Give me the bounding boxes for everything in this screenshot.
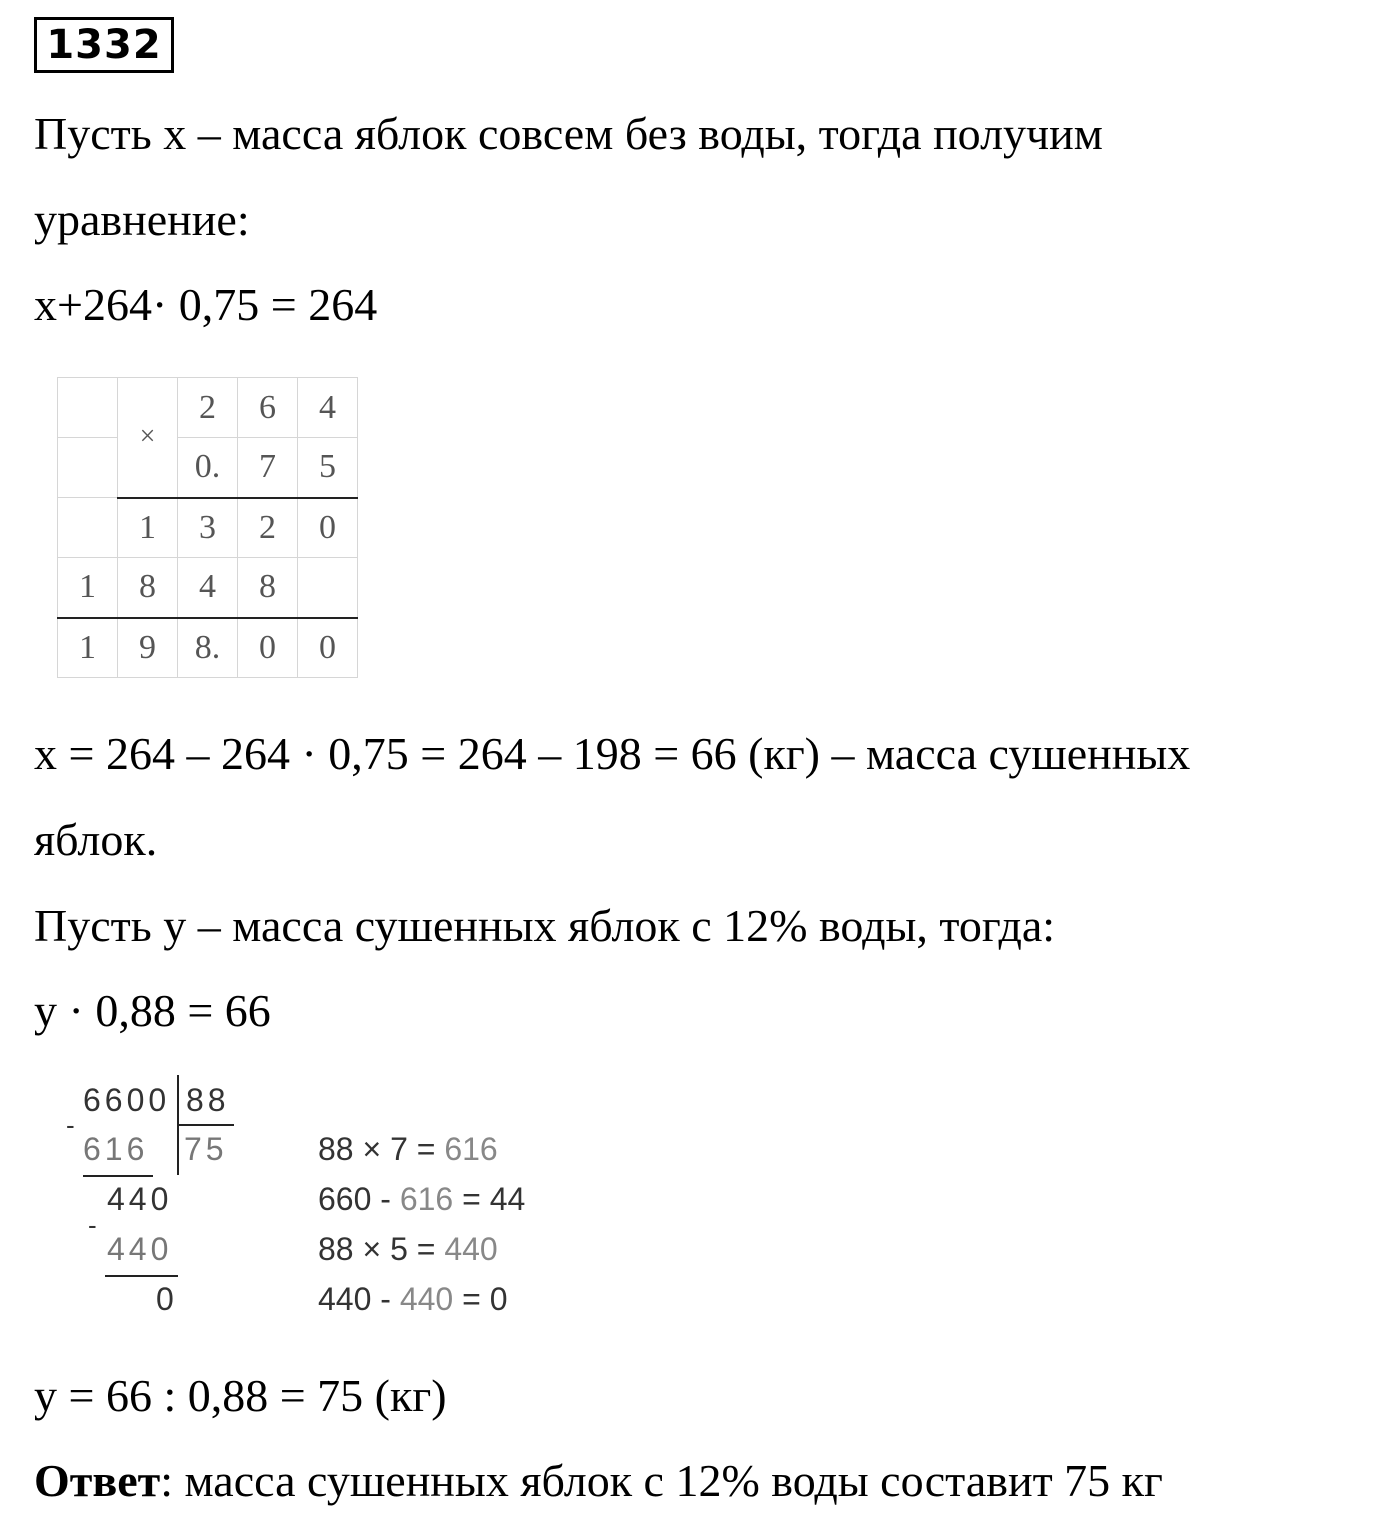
grid-cell: 0. [178, 438, 238, 498]
grid-cell: 8. [178, 618, 238, 678]
division-step: 660 - 616 = 44 [318, 1181, 526, 1217]
remainder-2: 0 [156, 1281, 178, 1317]
grid-cell: 1 [58, 618, 118, 678]
grid-cell: 3 [178, 498, 238, 558]
grid-cell: 0 [238, 618, 298, 678]
multiplication-grid [57, 377, 358, 678]
quotient: 75 [184, 1131, 228, 1167]
minus-sign: - [88, 1210, 101, 1240]
grid-cell: 0 [298, 618, 358, 678]
grid-cell: 4 [298, 378, 358, 438]
grid-cell: 7 [238, 438, 298, 498]
grid-cell: 2 [178, 378, 238, 438]
grid-cell: 6 [238, 378, 298, 438]
division-step: 88 × 5 = 440 [318, 1231, 498, 1267]
times-sign: × [118, 378, 178, 498]
equation-2: у · 0,88 = 66 [34, 985, 271, 1036]
grid-cell: 1 [118, 498, 178, 558]
text-line-5: яблок. [34, 814, 158, 865]
text-line-2: уравнение: [34, 194, 250, 245]
divisor: 88 [186, 1082, 230, 1118]
dividend: 6600 [83, 1082, 171, 1118]
grid-cell: 5 [298, 438, 358, 498]
underline-2 [105, 1275, 178, 1277]
answer-line [34, 1455, 1163, 1507]
division-step: 88 × 7 = 616 [318, 1131, 498, 1167]
grid-cell [298, 558, 358, 618]
subtrahend-1: 616 [83, 1131, 149, 1167]
answer-label: Ответ [34, 1455, 161, 1506]
division-step: 440 - 440 = 0 [318, 1281, 508, 1317]
grid-cell [58, 438, 118, 498]
grid-cell [58, 378, 118, 438]
answer-text: : масса сушенных яблок с 12% воды составит 75 кг [160, 1455, 1163, 1506]
underline-1 [83, 1175, 153, 1177]
problem-number: 1332 [34, 17, 174, 73]
equation-3: у = 66 : 0,88 = 75 (кг) [34, 1370, 447, 1421]
equation-1: х+264· 0,75 = 264 [34, 279, 378, 330]
grid-cell: 2 [238, 498, 298, 558]
remainder-1: 440 [107, 1181, 173, 1217]
text-line-1: Пусть х – масса яблок совсем без воды, тогда получим [34, 108, 1103, 159]
grid-cell [58, 498, 118, 558]
grid-cell: 4 [178, 558, 238, 618]
grid-cell: 1 [58, 558, 118, 618]
grid-cell: 8 [238, 558, 298, 618]
grid-cell: 0 [298, 498, 358, 558]
minus-sign: - [66, 1110, 79, 1140]
text-line-6: Пусть у – масса сушенных яблок с 12% воды, тогда: [34, 900, 1056, 951]
grid-cell: 8 [118, 558, 178, 618]
division-bar-horizontal [179, 1124, 234, 1126]
text-line-4: х = 264 – 264 · 0,75 = 264 – 198 = 66 (кг) – масса сушенных [34, 728, 1191, 779]
grid-cell: 9 [118, 618, 178, 678]
subtrahend-2: 440 [107, 1231, 173, 1267]
